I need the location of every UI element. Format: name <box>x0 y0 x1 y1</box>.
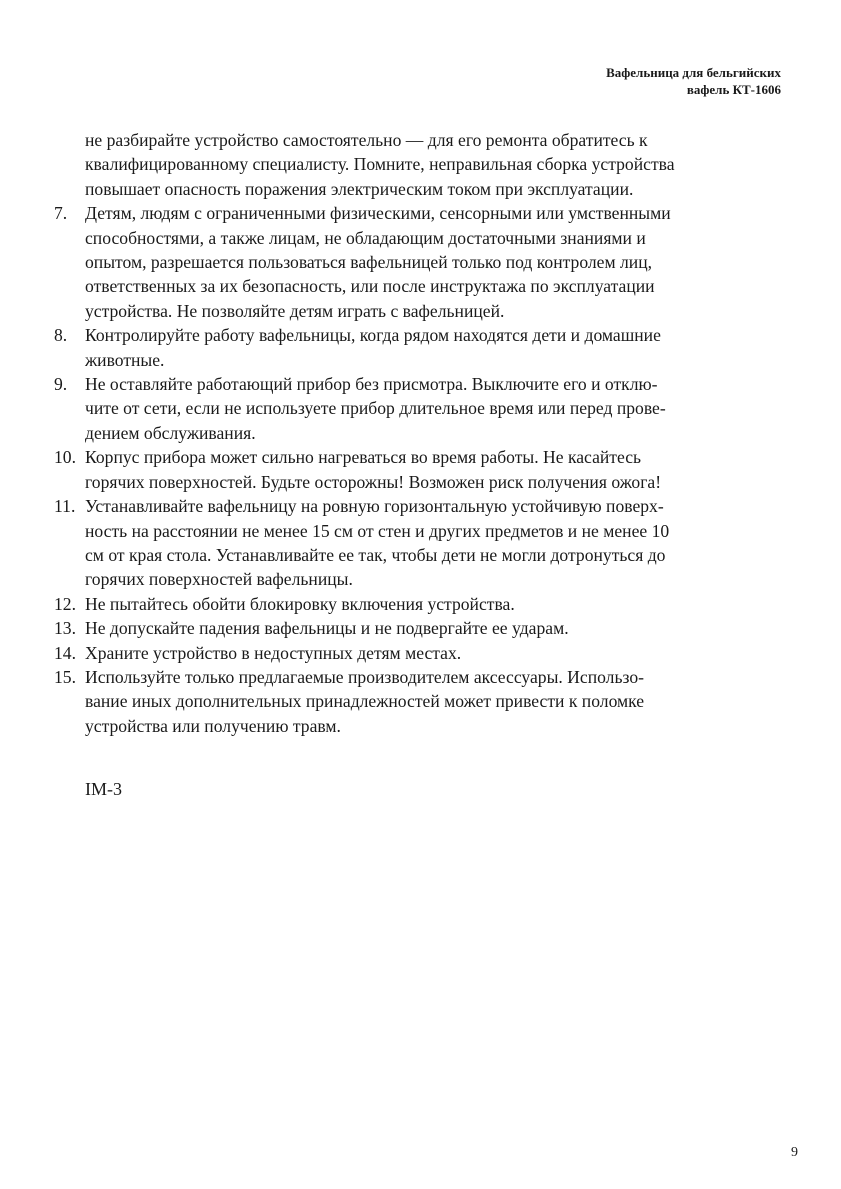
document-code: IM-3 <box>85 779 122 799</box>
text-line: ность на расстоянии не менее 15 см от стен и других предметов и не менее 10 <box>85 520 670 541</box>
item-text <box>85 665 784 738</box>
text-line: животные. <box>85 349 165 370</box>
text-line: чите от сети, если не используете прибор длительное время или перед прове- <box>85 398 666 419</box>
list-item <box>54 592 784 616</box>
item-number: 11. <box>54 496 76 517</box>
text-line: Корпус прибора может сильно нагреваться во время работы. Не касайтесь <box>85 447 642 468</box>
running-header <box>606 64 781 98</box>
item-number: 8. <box>54 325 68 346</box>
item-number: 10. <box>54 447 76 468</box>
safety-instructions <box>54 128 784 738</box>
text-line: см от края стола. Устанавливайте ее так, чтобы дети не могли дотронуться до <box>85 544 666 565</box>
text-line: Устанавливайте вафельницу на ровную горизонтальную устойчивую поверх- <box>85 496 664 517</box>
continued-paragraph <box>54 128 784 201</box>
item-text <box>85 372 784 445</box>
text-line: не разбирайте устройство самостоятельно — для его ремонта обратитесь к <box>85 130 648 150</box>
list-item <box>54 445 784 494</box>
item-text <box>85 641 784 665</box>
text-line: Не оставляйте работающий прибор без присмотра. Выключите его и отклю- <box>85 374 658 395</box>
page-number: 9 <box>791 1145 798 1160</box>
text-line: Храните устройство в недоступных детям местах. <box>85 642 462 663</box>
item-number: 12. <box>54 593 76 614</box>
list-item <box>54 323 784 372</box>
list-item <box>54 665 784 738</box>
text-line: устройства или получению травм. <box>85 715 341 736</box>
text-line: Не пытайтесь обойти блокировку включения устройства. <box>85 593 515 614</box>
list-item <box>54 616 784 640</box>
item-number: 15. <box>54 666 76 687</box>
header-title-line-1: Вафельница для бельгийских <box>606 65 781 80</box>
list-item <box>54 641 784 665</box>
text-line: горячих поверхностей вафельницы. <box>85 569 353 590</box>
text-line: Используйте только предлагаемые производителем аксессуары. Использо- <box>85 666 644 687</box>
text-line: способностями, а также лицам, не обладающим достаточными знаниями и <box>85 227 646 248</box>
list-item <box>54 494 784 592</box>
item-number: 7. <box>54 203 68 224</box>
text-line: квалифицированному специалисту. Помните, неправильная сборка устройства <box>85 154 675 175</box>
item-text <box>85 616 784 640</box>
text-line: Детям, людям с ограниченными физическими, сенсорными или умственными <box>85 203 671 224</box>
header-title-line-2: вафель КТ-1606 <box>686 82 781 97</box>
item-text <box>85 494 784 592</box>
item-number: 9. <box>54 374 68 395</box>
item-text <box>85 592 784 616</box>
text-line: опытом, разрешается пользоваться вафельницей только под контролем лиц, <box>85 252 653 273</box>
item-number: 14. <box>54 642 76 663</box>
text-line: устройства. Не позволяйте детям играть с вафельницей. <box>85 300 505 321</box>
text-line: Контролируйте работу вафельницы, когда рядом находятся дети и домашние <box>85 325 661 346</box>
item-text <box>85 323 784 372</box>
list-item <box>54 372 784 445</box>
item-text <box>85 445 784 494</box>
text-line: Не допускайте падения вафельницы и не подвергайте ее ударам. <box>85 618 569 639</box>
text-line: горячих поверхностей. Будьте осторожны! Возможен риск получения ожога! <box>85 471 662 492</box>
item-number: 13. <box>54 618 76 639</box>
item-text <box>85 201 784 323</box>
text-line: повышает опасность поражения электрическим током при эксплуатации. <box>85 178 634 199</box>
text-line: дением обслуживания. <box>85 422 256 443</box>
text-line: вание иных дополнительных принадлежностей может привести к поломке <box>85 691 645 712</box>
text-line: ответственных за их безопасность, или после инструктажа по эксплуатации <box>85 276 655 297</box>
list-item <box>54 201 784 323</box>
